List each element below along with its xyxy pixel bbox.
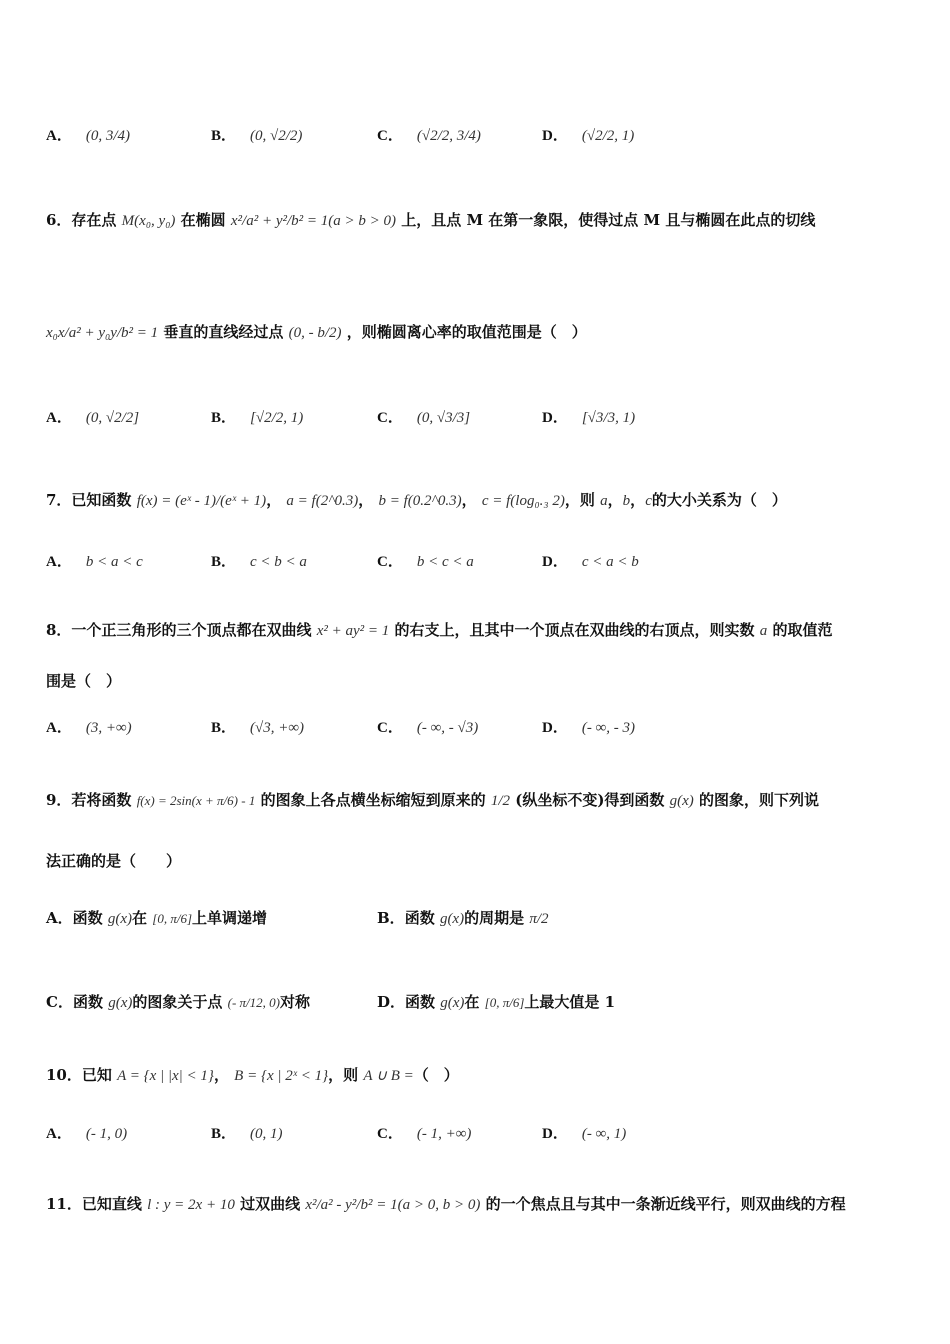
q6-option-b: B． [√2/2, 1): [211, 410, 304, 426]
q9-option-d: D．函数 g(x)在 [0, π/6]上最大值是 1: [377, 993, 616, 1011]
q10-stem: 10．已知 A = {x | |x| < 1}， B = {x | 2ˣ < 1}，则 A ∪ B =（ ）: [46, 1066, 459, 1084]
q8-option-d: D． (- ∞, - 3): [542, 720, 636, 736]
q7-stem: 7．已知函数 f(x) = (eˣ - 1)/(eˣ + 1)， a = f(2^0.3)， b = f(0.2^0.3)， c = f(log₀.₃ 2)，则 a，b，c的大小关系为（ ）: [46, 491, 787, 509]
q7-option-a: A． b < a < c: [46, 554, 143, 570]
q5-option-c: C． (√2/2, 3/4): [377, 128, 481, 144]
q10-option-c: C． (- 1, +∞): [377, 1126, 472, 1142]
q6-option-d: D． [√3/3, 1): [542, 410, 636, 426]
q6-option-a: A． (0, √2/2]: [46, 410, 140, 426]
q10-option-a: A． (- 1, 0): [46, 1126, 128, 1142]
q8-stem-line1: 8．一个正三角形的三个顶点都在双曲线 x² + ay² = 1 的右支上，且其中一个顶点在双曲线的右顶点，则实数 a 的取值范: [46, 621, 833, 639]
q9-stem-line1: 9．若将函数 f(x) = 2sin(x + π/6) - 1 的图象上各点横坐标缩短到原来的 1/2 (纵坐标不变)得到函数 g(x) 的图象，则下列说: [46, 791, 820, 809]
q9-stem-line2: 法正确的是（ ）: [46, 852, 182, 870]
q6-option-c: C． (0, √3/3]: [377, 410, 471, 426]
q8-option-a: A． (3, +∞): [46, 720, 132, 736]
q7-option-b: B． c < b < a: [211, 554, 307, 570]
q7-option-d: D． c < a < b: [542, 554, 639, 570]
q8-option-c: C． (- ∞, - √3): [377, 720, 479, 736]
q7-option-c: C． b < c < a: [377, 554, 474, 570]
q6-stem-line2: x₀x/a² + y₀y/b² = 1 垂直的直线经过点 (0, - b/2) ，则椭圆离心率的取值范围是（ ）: [46, 323, 587, 341]
q10-option-d: D． (- ∞, 1): [542, 1126, 627, 1142]
q11-stem: 11．已知直线 l : y = 2x + 10 过双曲线 x²/a² - y²/b² = 1(a > 0, b > 0) 的一个焦点且与其中一条渐近线平行，则双曲线的方程: [46, 1195, 846, 1213]
q8-option-b: B． (√3, +∞): [211, 720, 305, 736]
q5-option-a: A． (0, 3/4): [46, 128, 131, 144]
q9-option-c: C．函数 g(x)的图象关于点 (- π/12, 0)对称: [46, 993, 310, 1011]
q9-option-a: A．函数 g(x)在 [0, π/6]上单调递增: [46, 909, 268, 927]
q8-stem-line2: 围是（ ）: [46, 672, 122, 690]
q10-option-b: B． (0, 1): [211, 1126, 283, 1142]
q5-option-b: B． (0, √2/2): [211, 128, 303, 144]
q9-option-b: B．函数 g(x)的周期是 π/2: [377, 909, 549, 927]
q6-stem-line1: 6．存在点 M(x₀, y₀) 在椭圆 x²/a² + y²/b² = 1(a > b > 0) 上，且点 M 在第一象限，使得过点 M 且与椭圆在此点的切线: [46, 211, 816, 229]
q5-option-d: D． (√2/2, 1): [542, 128, 635, 144]
